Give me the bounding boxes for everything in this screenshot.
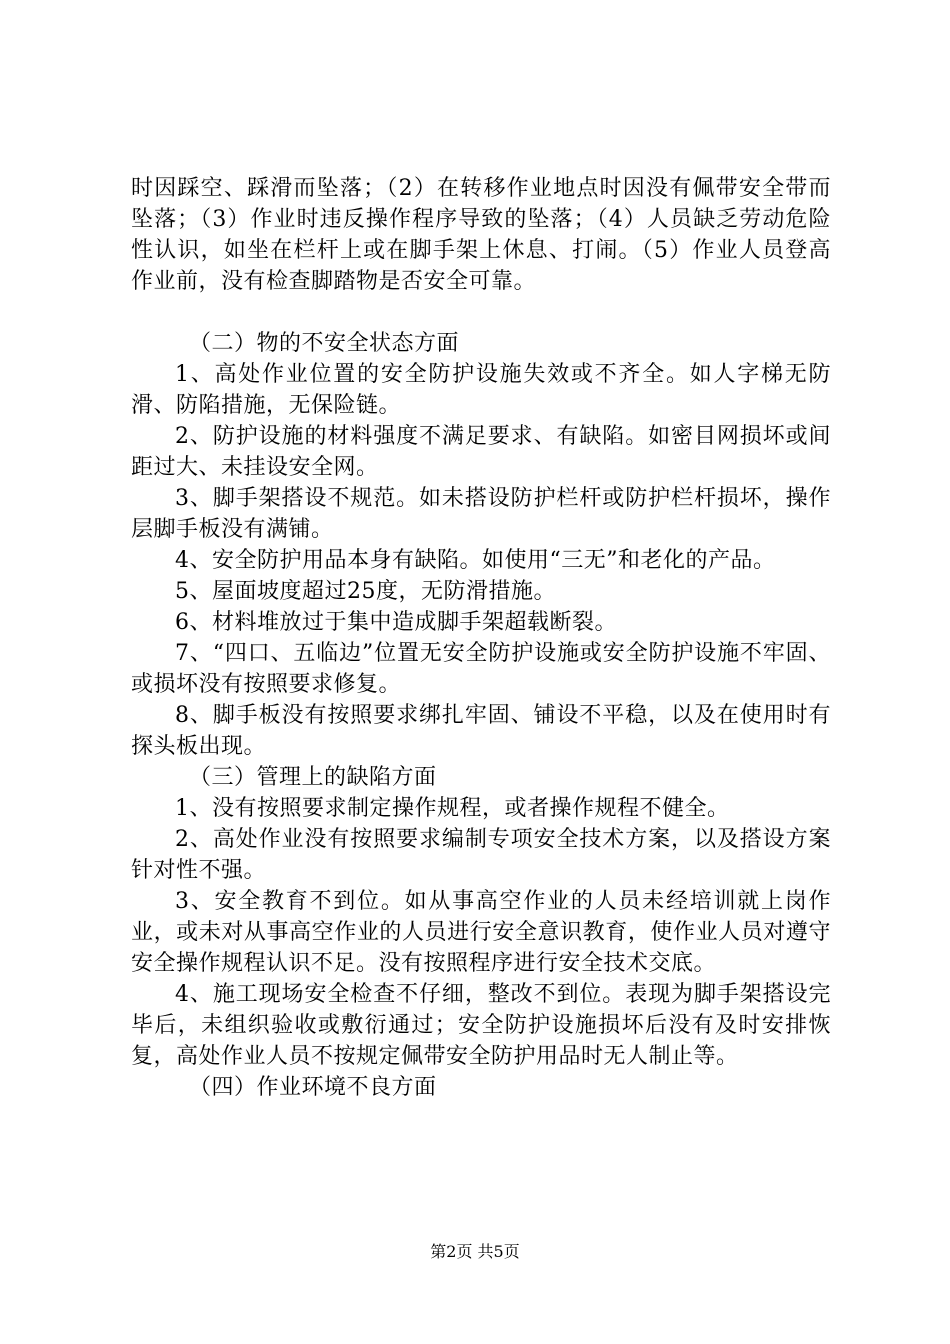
list-item: 6、材料堆放过于集中造成脚手架超载断裂。 <box>175 610 617 635</box>
page-footer: 第2页 共5页 <box>430 1242 520 1261</box>
section-heading-2: （二）物的不安全状态方面 <box>189 331 460 356</box>
list-item: 4、施工现场安全检查不仔细，整改不到位。表现为脚手架搭设完毕后，未组织验收或敷衍通过；安全防护设施损坏后没有及时安排恢复，高处作业人员不按规定佩带安全防护用品时无人制止等。 <box>131 982 831 1069</box>
list-item: 7、“四口、五临边”位置无安全防护设施或安全防护设施不牢固、或损坏没有按照要求修复。 <box>131 641 831 697</box>
list-item: 3、脚手架搭设不规范。如未搭设防护栏杆或防护栏杆损坏，操作层脚手板没有满铺。 <box>131 486 831 542</box>
paragraph-gap <box>131 297 831 328</box>
list-item: 1、高处作业位置的安全防护设施失效或不齐全。如人字梯无防滑、防陷措施，无保险链。 <box>131 362 831 418</box>
list-item: 1、没有按照要求制定操作规程，或者操作规程不健全。 <box>175 796 730 821</box>
list-item: 4、安全防护用品本身有缺陷。如使用“三无”和老化的产品。 <box>175 548 776 573</box>
paragraph-continued: 时因踩空、踩滑而坠落；（2）在转移作业地点时因没有佩带安全带而坠落；（3）作业时违反操作程序导致的坠落；（4）人员缺乏劳动危险性认识，如坐在栏杆上或在脚手架上休息、打闹。（5）作业人员登高作业前，没有检查脚踏物是否安全可靠。 <box>131 176 831 294</box>
list-item: 5、屋面坡度超过25度，无防滑措施。 <box>175 579 556 604</box>
list-item: 2、防护设施的材料强度不满足要求、有缺陷。如密目网损坏或间距过大、未挂设安全网。 <box>131 424 831 480</box>
section-heading-4: （四）作业环境不良方面 <box>189 1075 437 1100</box>
list-item: 2、高处作业没有按照要求编制专项安全技术方案，以及搭设方案针对性不强。 <box>131 827 831 883</box>
section-heading-3: （三）管理上的缺陷方面 <box>189 765 437 790</box>
document-body <box>131 173 831 1103</box>
list-item: 3、安全教育不到位。如从事高空作业的人员未经培训就上岗作业，或未对从事高空作业的人员进行安全意识教育，使作业人员对遵守安全操作规程认识不足。没有按照程序进行安全技术交底。 <box>131 889 831 976</box>
list-item: 8、脚手板没有按照要求绑扎牢固、铺设不平稳，以及在使用时有探头板出现。 <box>131 703 831 759</box>
